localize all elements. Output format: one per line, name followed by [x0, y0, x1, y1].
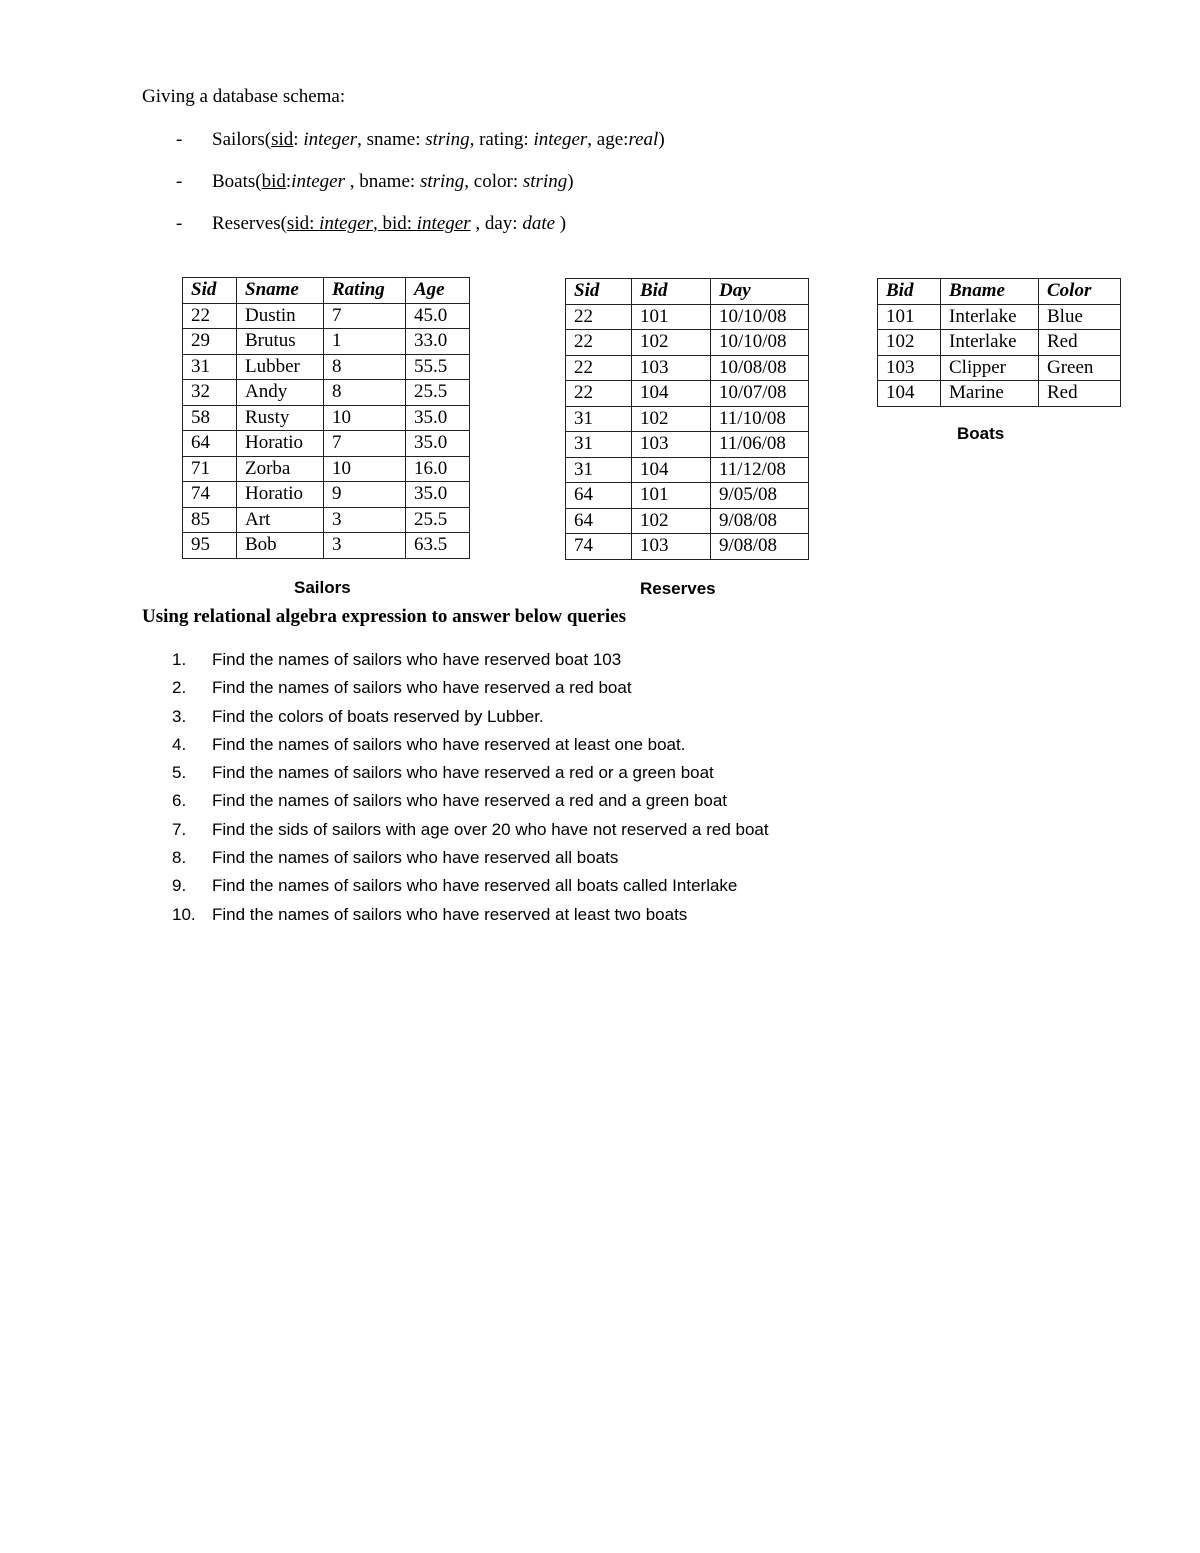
sailors-cell: 55.5 [406, 354, 470, 380]
sailors-cell: 7 [324, 431, 406, 457]
table-row [878, 330, 1121, 356]
table-row [566, 304, 809, 330]
sailors-cell: 64 [183, 431, 237, 457]
reserves-cell: 101 [632, 304, 711, 330]
reserves-cell: 104 [632, 381, 711, 407]
boats-cell: Clipper [941, 355, 1039, 381]
schema-part: real [628, 129, 659, 150]
table-row [566, 381, 809, 407]
boats-cell: Marine [941, 381, 1039, 407]
reserves-cell: 31 [566, 406, 632, 432]
reserves-cell: 10/10/08 [711, 304, 809, 330]
reserves-cell: 103 [632, 534, 711, 560]
sailors-cell: 32 [183, 380, 237, 406]
table-row [566, 432, 809, 458]
schema-part: ) [567, 171, 574, 192]
query-text: Find the names of sailors who have reserved a red and a green boat [212, 791, 728, 811]
boats-cell: 102 [878, 330, 941, 356]
schema-dash: - [176, 213, 183, 234]
table-row [183, 303, 470, 329]
schema-part: , sname: [357, 129, 426, 150]
boats-cell: Red [1039, 330, 1121, 356]
queries-heading: Using relational algebra expression to answer below queries [142, 606, 626, 627]
sailors-cell: 31 [183, 354, 237, 380]
schema-part: , age: [587, 129, 629, 150]
table-row [566, 457, 809, 483]
boats-cell: 104 [878, 381, 941, 407]
schema-part: integer [416, 213, 471, 234]
reserves-header-cell: Sid [566, 279, 632, 305]
sailors-header-cell: Age [406, 278, 470, 304]
query-number: 6. [172, 791, 187, 811]
list-item [142, 705, 769, 733]
schema-part: , bid: [372, 213, 417, 234]
sailors-cell: 3 [324, 507, 406, 533]
reserves-cell: 9/05/08 [711, 483, 809, 509]
query-number: 8. [172, 848, 187, 868]
schema-dash: - [176, 129, 183, 150]
boats-cell: 101 [878, 304, 941, 330]
sailors-cell: 3 [324, 533, 406, 559]
reserves-cell: 11/06/08 [711, 432, 809, 458]
list-item [142, 818, 769, 846]
sailors-cell: 33.0 [406, 329, 470, 355]
schema-part: , color: [464, 171, 523, 192]
reserves-table [565, 278, 809, 560]
schema-part: integer [291, 171, 345, 192]
reserves-cell: 102 [632, 330, 711, 356]
sailors-cell: Zorba [237, 456, 324, 482]
table-row [183, 507, 470, 533]
boats-cell: Interlake [941, 304, 1039, 330]
sailors-cell: Brutus [237, 329, 324, 355]
list-item [142, 761, 769, 789]
list-item [142, 874, 769, 902]
reserves-cell: 11/10/08 [711, 406, 809, 432]
reserves-cell: 22 [566, 304, 632, 330]
query-number: 4. [172, 734, 187, 754]
list-item [142, 903, 769, 931]
sailors-cell: 85 [183, 507, 237, 533]
boats-cell: Green [1039, 355, 1121, 381]
sailors-cell: 71 [183, 456, 237, 482]
schema-part: , rating: [469, 129, 534, 150]
sailors-cell: Art [237, 507, 324, 533]
schema-part: bid [261, 171, 286, 192]
boats-cell: Interlake [941, 330, 1039, 356]
table-row [183, 405, 470, 431]
table-row [183, 482, 470, 508]
reserves-cell: 10/10/08 [711, 330, 809, 356]
sailors-cell: 45.0 [406, 303, 470, 329]
reserves-cell: 102 [632, 508, 711, 534]
sailors-cell: Horatio [237, 431, 324, 457]
sailors-cell: 95 [183, 533, 237, 559]
table-row [566, 534, 809, 560]
table-row [566, 330, 809, 356]
query-number: 1. [172, 650, 187, 669]
schema-part: Boats( [212, 171, 262, 192]
schema-part: string [425, 129, 470, 150]
reserves-cell: 102 [632, 406, 711, 432]
sailors-cell: 25.5 [406, 507, 470, 533]
reserves-cell: 22 [566, 355, 632, 381]
table-row [183, 380, 470, 406]
sailors-cell: 35.0 [406, 405, 470, 431]
sailors-cell: 35.0 [406, 482, 470, 508]
sailors-cell: Bob [237, 533, 324, 559]
query-text: Find the names of sailors who have reserved boat 103 [212, 650, 622, 669]
sailors-cell: 58 [183, 405, 237, 431]
reserves-cell: 10/08/08 [711, 355, 809, 381]
sailors-cell: 10 [324, 456, 406, 482]
sailors-caption: Sailors [294, 578, 351, 597]
reserves-cell: 101 [632, 483, 711, 509]
sailors-cell: 63.5 [406, 533, 470, 559]
sailors-cell: 22 [183, 303, 237, 329]
sailors-cell: 35.0 [406, 431, 470, 457]
boats-cell: 103 [878, 355, 941, 381]
schema-part: sid [271, 129, 294, 150]
list-item [142, 648, 769, 676]
query-text: Find the sids of sailors with age over 20 who have not reserved a red boat [212, 819, 769, 839]
sailors-cell: Dustin [237, 303, 324, 329]
boats-header-cell: Color [1039, 279, 1121, 305]
schema-part: , day: [470, 213, 523, 234]
sailors-cell: 74 [183, 482, 237, 508]
query-number: 10. [172, 904, 196, 924]
schema-part: ) [555, 213, 567, 234]
reserves-cell: 103 [632, 355, 711, 381]
table-row [183, 329, 470, 355]
reserves-cell: 64 [566, 483, 632, 509]
schema-line [176, 129, 665, 151]
table-row [566, 355, 809, 381]
sailors-cell: 25.5 [406, 380, 470, 406]
schema-part: integer [319, 213, 373, 234]
schema-part: Sailors( [212, 129, 272, 150]
list-item [142, 676, 769, 704]
reserves-cell: 9/08/08 [711, 508, 809, 534]
schema-line [176, 171, 574, 193]
boats-header-cell: Bname [941, 279, 1039, 305]
schema-part: ) [658, 129, 665, 150]
schema-part: integer [303, 129, 358, 150]
reserves-cell: 104 [632, 457, 711, 483]
schema-line [176, 213, 566, 235]
schema-part: : [293, 129, 304, 150]
sailors-cell: 10 [324, 405, 406, 431]
query-text: Find the names of sailors who have reserved all boats called Interlake [212, 876, 738, 896]
table-row [183, 354, 470, 380]
sailors-cell: 9 [324, 482, 406, 508]
reserves-cell: 22 [566, 381, 632, 407]
reserves-cell: 31 [566, 432, 632, 458]
reserves-cell: 31 [566, 457, 632, 483]
boats-header-cell: Bid [878, 279, 941, 305]
reserves-header-cell: Day [711, 279, 809, 305]
list-item [142, 733, 769, 761]
schema-part: integer [533, 129, 588, 150]
table-row [878, 381, 1121, 407]
reserves-cell: 64 [566, 508, 632, 534]
sailors-cell: 8 [324, 380, 406, 406]
query-number: 3. [172, 706, 187, 726]
schema-part: , bname: [345, 171, 420, 192]
list-item [142, 789, 769, 817]
query-number: 2. [172, 678, 187, 698]
table-row [183, 456, 470, 482]
query-text: Find the names of sailors who have reserved a red boat [212, 678, 632, 698]
reserves-cell: 74 [566, 534, 632, 560]
reserves-cell: 103 [632, 432, 711, 458]
sailors-cell: 7 [324, 303, 406, 329]
query-number: 5. [172, 763, 187, 783]
table-row [566, 508, 809, 534]
sailors-cell: 1 [324, 329, 406, 355]
reserves-cell: 9/08/08 [711, 534, 809, 560]
query-text: Find the names of sailors who have reserved at least one boat. [212, 734, 686, 754]
schema-part: string [522, 171, 568, 192]
sailors-cell: Lubber [237, 354, 324, 380]
query-number: 9. [172, 876, 187, 896]
schema-part: date [522, 213, 556, 234]
sailors-cell: Horatio [237, 482, 324, 508]
sailors-cell: 16.0 [406, 456, 470, 482]
query-text: Find the names of sailors who have reserved all boats [212, 848, 619, 868]
table-row [566, 406, 809, 432]
reserves-cell: 10/07/08 [711, 381, 809, 407]
reserves-cell: 11/12/08 [711, 457, 809, 483]
reserves-header-cell: Bid [632, 279, 711, 305]
boats-cell: Red [1039, 381, 1121, 407]
reserves-caption: Reserves [640, 579, 716, 598]
sailors-header-cell: Rating [324, 278, 406, 304]
sailors-table [182, 277, 470, 559]
boats-cell: Blue [1039, 304, 1121, 330]
table-row [183, 431, 470, 457]
boats-caption: Boats [957, 424, 1005, 443]
query-text: Find the colors of boats reserved by Lubber. [212, 706, 544, 726]
schema-part: sid: [286, 213, 320, 234]
table-row [566, 483, 809, 509]
table-row [878, 355, 1121, 381]
sailors-header-cell: Sname [237, 278, 324, 304]
sailors-cell: 8 [324, 354, 406, 380]
schema-part: Reserves( [212, 213, 287, 234]
list-item [142, 846, 769, 874]
boats-table [877, 278, 1121, 407]
reserves-cell: 22 [566, 330, 632, 356]
schema-part: : [285, 171, 292, 192]
query-text: Find the names of sailors who have reserved at least two boats [212, 904, 688, 924]
sailors-header-cell: Sid [183, 278, 237, 304]
table-row [878, 304, 1121, 330]
intro-text: Giving a database schema: [142, 86, 346, 107]
query-number: 7. [172, 819, 187, 839]
schema-part: string [419, 171, 465, 192]
schema-dash: - [176, 171, 183, 192]
table-row [183, 533, 470, 559]
queries-list [142, 648, 769, 931]
sailors-cell: 29 [183, 329, 237, 355]
sailors-cell: Rusty [237, 405, 324, 431]
query-text: Find the names of sailors who have reserved a red or a green boat [212, 763, 714, 783]
sailors-cell: Andy [237, 380, 324, 406]
